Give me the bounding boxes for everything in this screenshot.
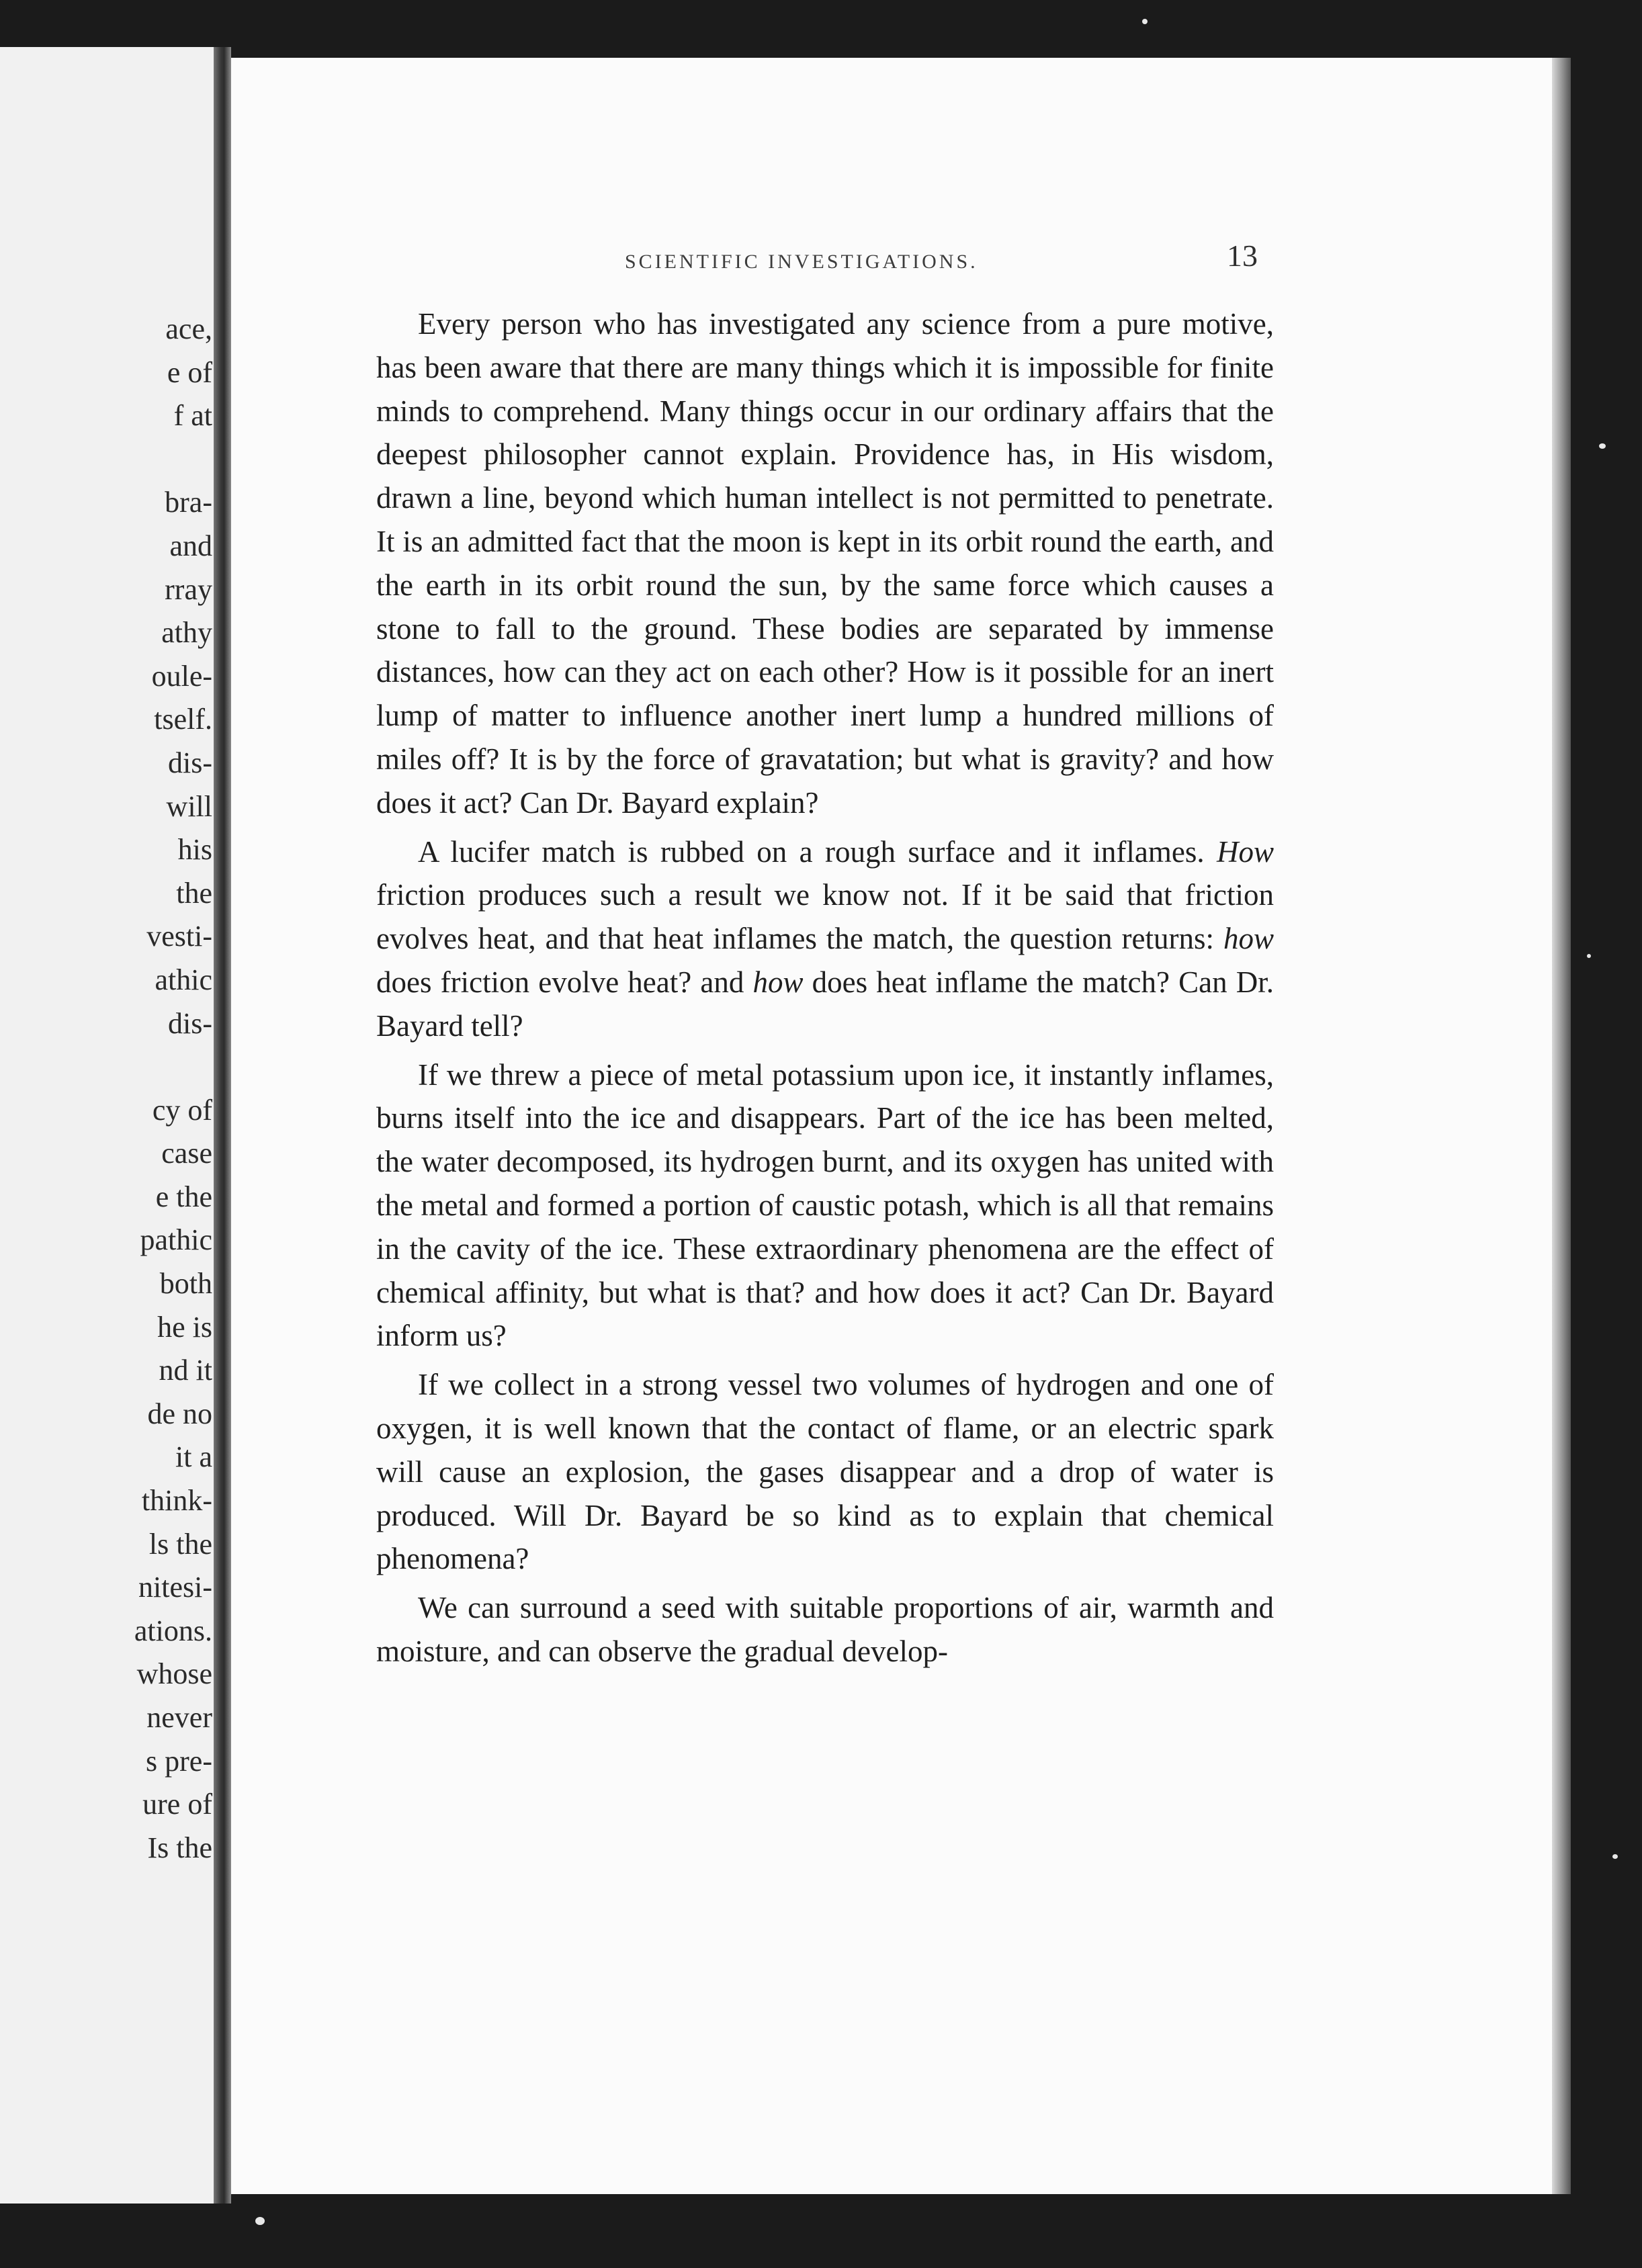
left-page-fragment: rray <box>165 572 212 606</box>
friction-emphasis-2: how <box>1223 922 1274 956</box>
left-page-fragment: f at <box>173 399 212 433</box>
left-page <box>0 47 222 2204</box>
body-text <box>376 302 1274 1679</box>
left-page-fragment: ls the <box>148 1527 212 1561</box>
left-page-fragment: vesti- <box>146 920 212 953</box>
left-page-fragment <box>134 438 212 482</box>
page-number: 13 <box>1227 238 1258 273</box>
left-page-line-fragments <box>134 308 212 1870</box>
paragraph-gravity: Every person who has investigated any science from a pure motive, has been aware that there are many things which it is impossible for finite minds to comprehend. Many things occur in our ordinary affairs that the deepest philosopher cannot explain. Providence has, in His wisdom, drawn a line, beyond which human intellect is not permitted to penetrate. It is an admitted fact that the moon is kept in its orbit round the earth, and the earth in its orbit round the sun, by the same force which causes a stone to fall to the ground. These bodies are separated by immense distances, how can they act on each other? How is it possible for an inert lump of matter to influence another inert lump a hundred millions of miles off? It is by the force of gravatation; but what is gravity? and how does it act? Can Dr. Bayard explain? <box>376 307 1274 820</box>
left-page-fragment: cy of <box>152 1093 212 1127</box>
left-page-fragment: both <box>159 1267 212 1301</box>
friction-text-3: does friction evolve heat? and <box>376 965 753 999</box>
left-page-fragment: s pre- <box>146 1744 212 1778</box>
friction-text-2: friction produces such a result we know not. If it be said that friction evolves heat, and that heat inflames the match, the question returns: <box>376 878 1274 956</box>
left-page-fragment: it a <box>175 1440 212 1474</box>
friction-emphasis-1: How <box>1216 834 1274 869</box>
scan-speck <box>1142 19 1148 24</box>
left-page-fragment: de no <box>147 1397 212 1430</box>
paragraph-potassium: If we threw a piece of metal potassium upon ice, it instantly inflames, burns itself into the ice and disappears. Part of the ice has been melted, the water decomposed, its hydrogen burnt, and its oxygen has united with the metal and formed a portion of caustic potash, which is all that remains in the cavity of the ice. These extraordinary phenomena are the effect of chemical affinity, but what is that? and how does it act? Can Dr. Bayard inform us? <box>376 1057 1274 1353</box>
left-page-fragment: e of <box>167 355 212 389</box>
left-page-fragment: and <box>169 529 212 562</box>
book-gutter <box>214 47 231 2204</box>
left-page-fragment: nd it <box>159 1354 212 1387</box>
left-page-fragment: ure of <box>142 1788 212 1821</box>
left-page-fragment: dis- <box>168 1006 212 1040</box>
left-page-fragment: dis- <box>168 746 212 779</box>
left-page-fragment <box>134 1045 212 1089</box>
friction-text-4: does heat inflame the match? Can Dr. Bayard tell? <box>376 965 1274 1043</box>
left-page-fragment: tself. <box>154 703 212 736</box>
left-page-fragment: never <box>146 1701 212 1734</box>
left-page-fragment: case <box>161 1137 212 1170</box>
left-page-fragment: ace, <box>165 312 212 345</box>
left-page-fragment: the <box>176 876 212 910</box>
paragraph-hydrogen: If we collect in a strong vessel two volumes of hydrogen and one of oxygen, it is well known that the contact of flame, or an electric spark will cause an explosion, the gases disappear and a drop of water is produced. Will Dr. Bayard be so kind as to explain that chemical phenomena? <box>376 1368 1274 1576</box>
scan-speck <box>1587 954 1591 958</box>
left-page-fragment: Is the <box>147 1831 212 1864</box>
left-page-fragment: whose <box>136 1657 212 1691</box>
friction-emphasis-3: how <box>752 965 804 999</box>
scan-speck <box>1599 443 1606 449</box>
left-page-fragment: his <box>177 833 212 867</box>
paragraph-friction <box>376 830 1274 1048</box>
left-page-fragment: bra- <box>165 486 212 519</box>
left-page-fragment: athy <box>161 616 212 650</box>
left-page-fragment: think- <box>141 1484 212 1518</box>
left-page-fragment: oule- <box>151 659 212 693</box>
left-page-fragment: nitesi- <box>138 1571 212 1604</box>
friction-text-1: A lucifer match is rubbed on a rough surface and it inflames. <box>418 834 1217 869</box>
page-edge <box>1552 58 1571 2194</box>
left-page-fragment: he is <box>157 1310 212 1344</box>
left-page-fragment: will <box>166 789 212 823</box>
running-head: SCIENTIFIC INVESTIGATIONS. <box>625 251 978 273</box>
left-page-fragment: athic <box>155 963 212 996</box>
left-page-fragment: e the <box>155 1180 212 1213</box>
left-page-fragment: pathic <box>140 1223 212 1257</box>
left-page-fragment: ations. <box>134 1614 212 1647</box>
paragraph-seed: We can surround a seed with suitable proportions of air, warmth and moisture, and can observe the gradual develop- <box>376 1591 1274 1668</box>
scan-speck <box>255 2217 265 2225</box>
scan-speck <box>1612 1854 1618 1859</box>
